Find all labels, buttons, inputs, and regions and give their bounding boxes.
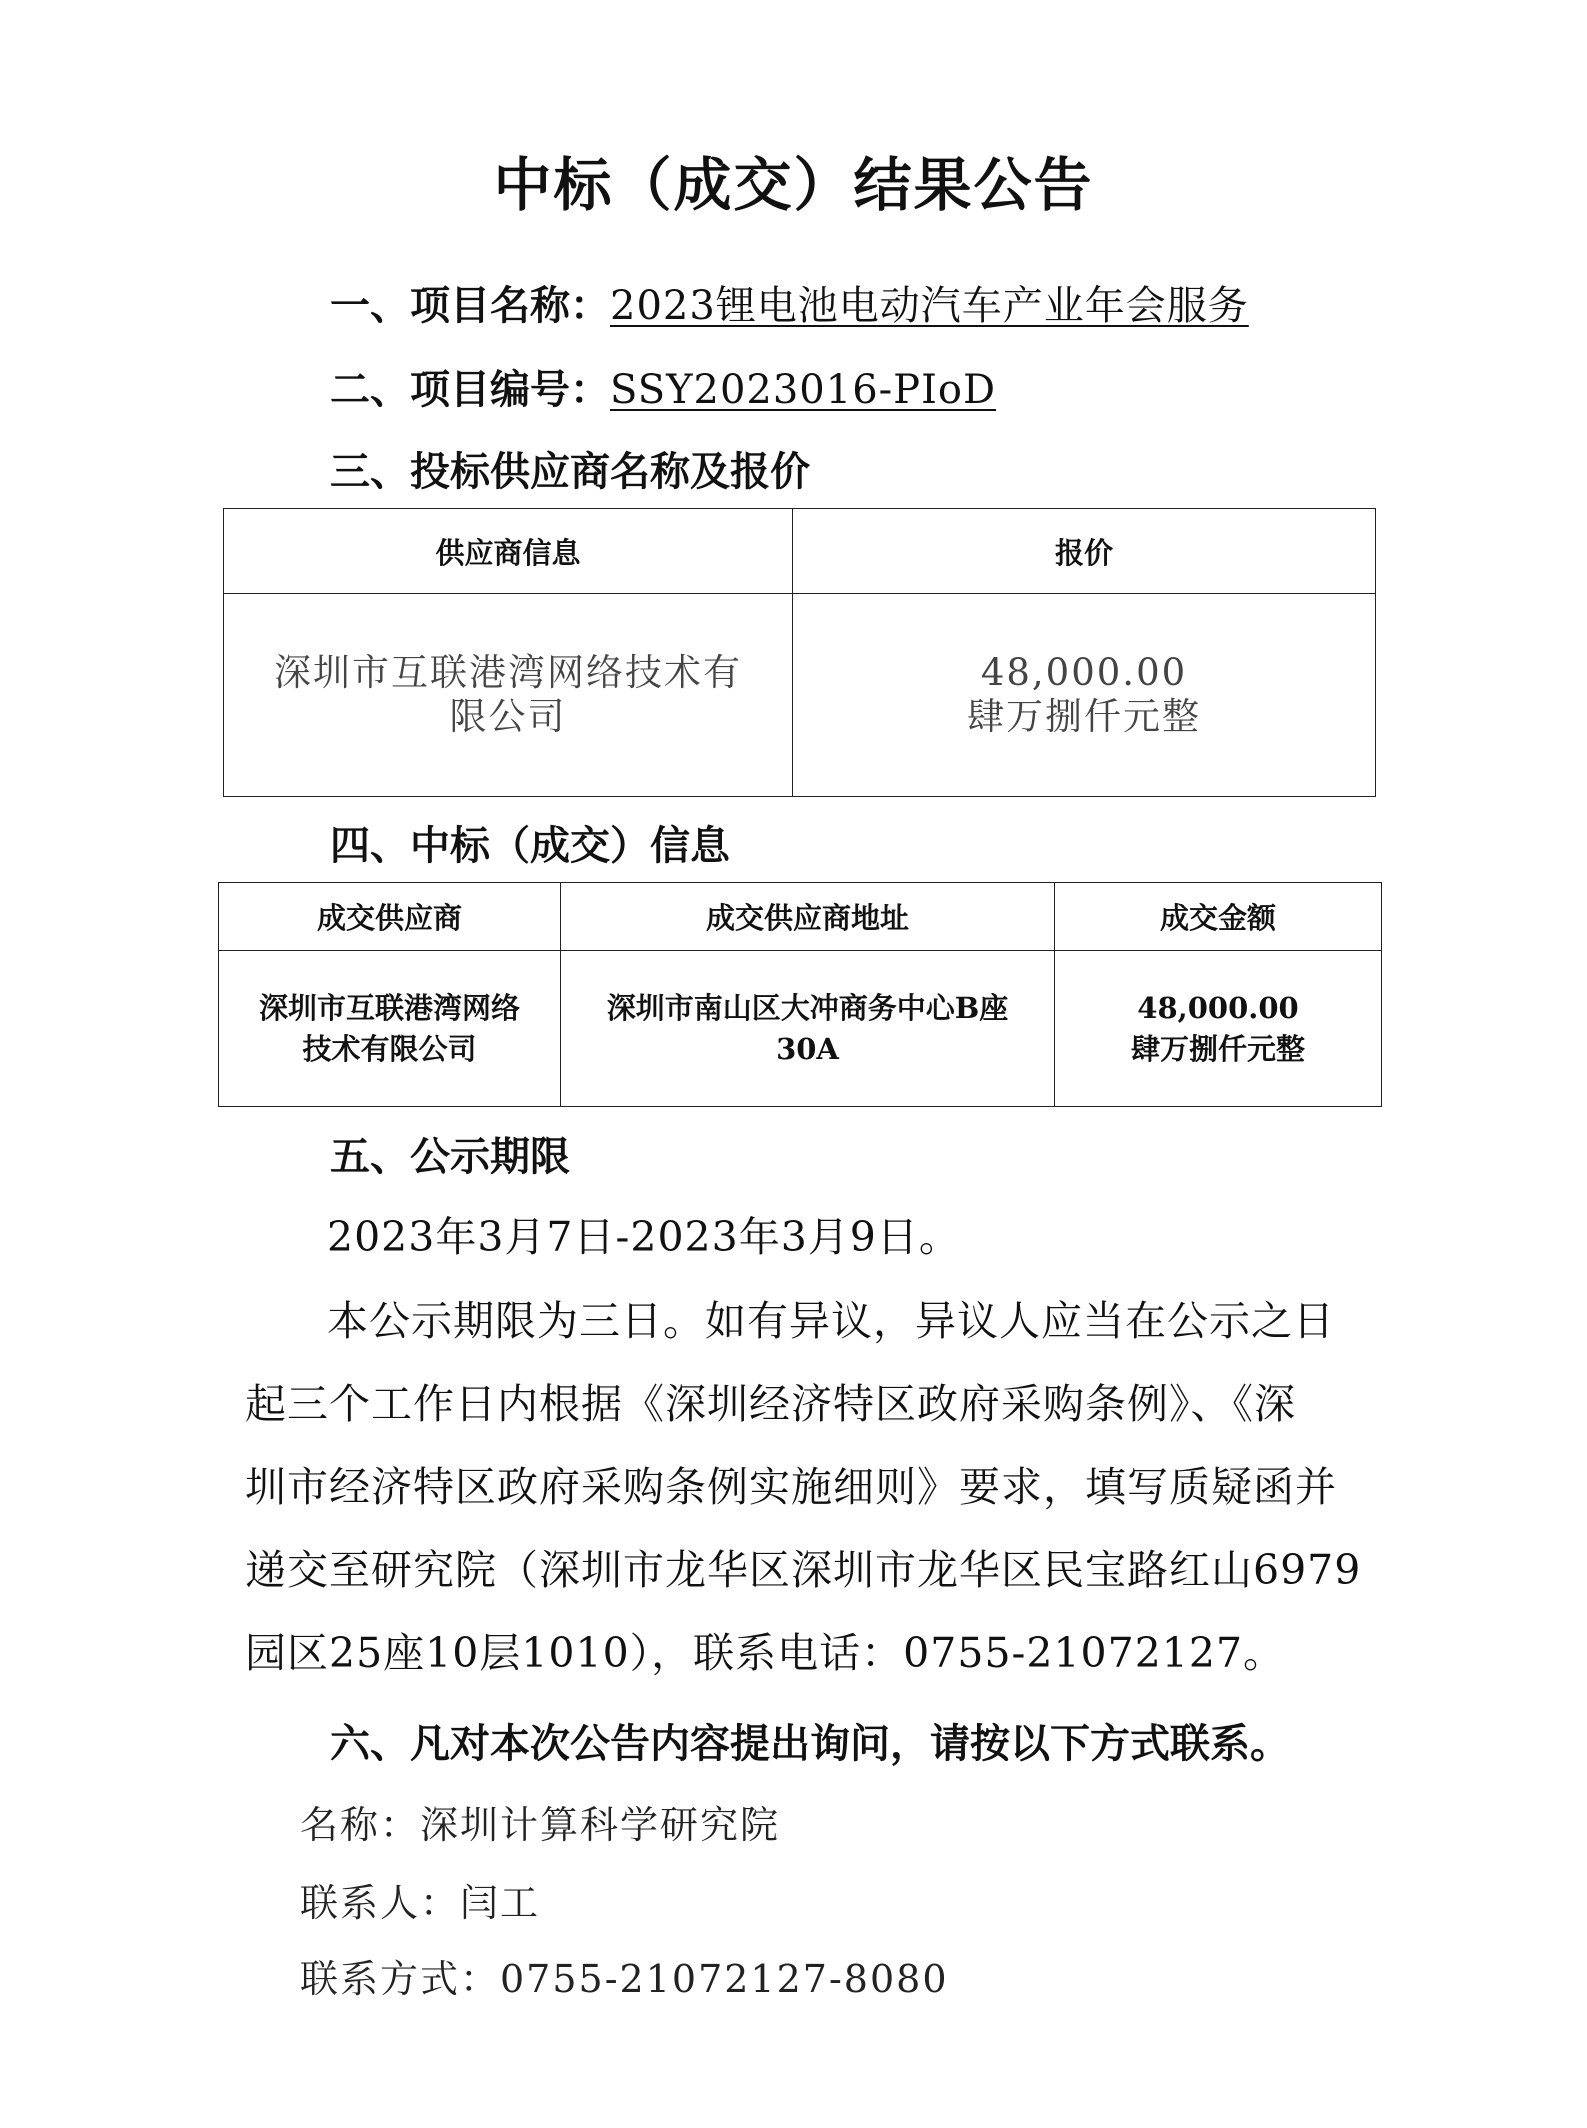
award-supplier-line: 技术有限公司	[302, 1031, 477, 1066]
project-name-heading	[330, 274, 1249, 331]
award-section-heading: 四、中标（成交）信息	[330, 823, 730, 869]
project-name-label: 一、项目名称：	[330, 283, 610, 329]
award-header-address: 成交供应商地址	[561, 883, 1055, 951]
award-header-supplier: 成交供应商	[219, 883, 561, 951]
table-row	[224, 594, 1376, 797]
contact-name: 名称：深圳计算科学研究院	[300, 1803, 781, 1847]
publicity-text-line: 本公示期限为三日。如有异议，异议人应当在公示之日	[327, 1297, 1335, 1345]
bid-price-amount: 48,000.00	[980, 651, 1188, 694]
bid-table-header	[224, 509, 1376, 594]
contact-phone: 联系方式：0755-21072127-8080	[300, 1957, 949, 2001]
table-row	[219, 951, 1382, 1107]
award-amount-value: 48,000.00	[1137, 990, 1299, 1025]
project-number-value: SSY2023016-PIoD	[610, 367, 997, 413]
bid-supplier-line: 深圳市互联港湾网络技术有	[274, 651, 742, 694]
bid-table	[223, 508, 1376, 797]
project-number-label: 二、项目编号：	[330, 367, 610, 413]
page-title: 中标（成交）结果公告	[493, 151, 1094, 219]
contact-section-heading: 六、凡对本次公告内容提出询问，请按以下方式联系。	[330, 1721, 1290, 1767]
project-name-value: 2023锂电池电动汽车产业年会服务	[610, 283, 1249, 329]
publicity-text-line: 园区25座10层1010），联系电话：0755-21072127。	[245, 1629, 1286, 1677]
award-table	[218, 882, 1382, 1107]
award-amount-cell	[1055, 951, 1382, 1107]
bid-header-price: 报价	[793, 509, 1376, 594]
publicity-text-line: 递交至研究院（深圳市龙华区深圳市龙华区民宝路红山6979	[245, 1546, 1362, 1594]
award-supplier-cell	[219, 951, 561, 1107]
project-number-heading	[330, 358, 996, 415]
publicity-text-line: 起三个工作日内根据《深圳经济特区政府采购条例》、《深	[245, 1380, 1296, 1428]
bid-supplier-cell	[224, 594, 793, 797]
award-table-header	[219, 883, 1382, 951]
contact-person: 联系人：闫工	[300, 1881, 541, 1925]
award-address-line: 深圳市南山区大冲商务中心B座	[606, 990, 1009, 1025]
award-address-line: 30A	[776, 1031, 839, 1066]
award-address-cell	[561, 951, 1055, 1107]
award-amount-words: 肆万捌仟元整	[1130, 1031, 1305, 1066]
bid-price-cell	[793, 594, 1376, 797]
bid-price-words: 肆万捌仟元整	[967, 695, 1201, 738]
bid-supplier-line: 限公司	[449, 695, 567, 738]
bidder-section-heading: 三、投标供应商名称及报价	[330, 449, 810, 495]
publicity-section-heading: 五、公示期限	[330, 1134, 570, 1180]
bid-header-supplier: 供应商信息	[224, 509, 793, 594]
publicity-text-line: 圳市经济特区政府采购条例实施细则》要求，填写质疑函并	[245, 1463, 1337, 1511]
award-supplier-line: 深圳市互联港湾网络	[258, 990, 520, 1025]
award-header-amount: 成交金额	[1055, 883, 1382, 951]
publicity-period: 2023年3月7日-2023年3月9日。	[327, 1213, 961, 1261]
